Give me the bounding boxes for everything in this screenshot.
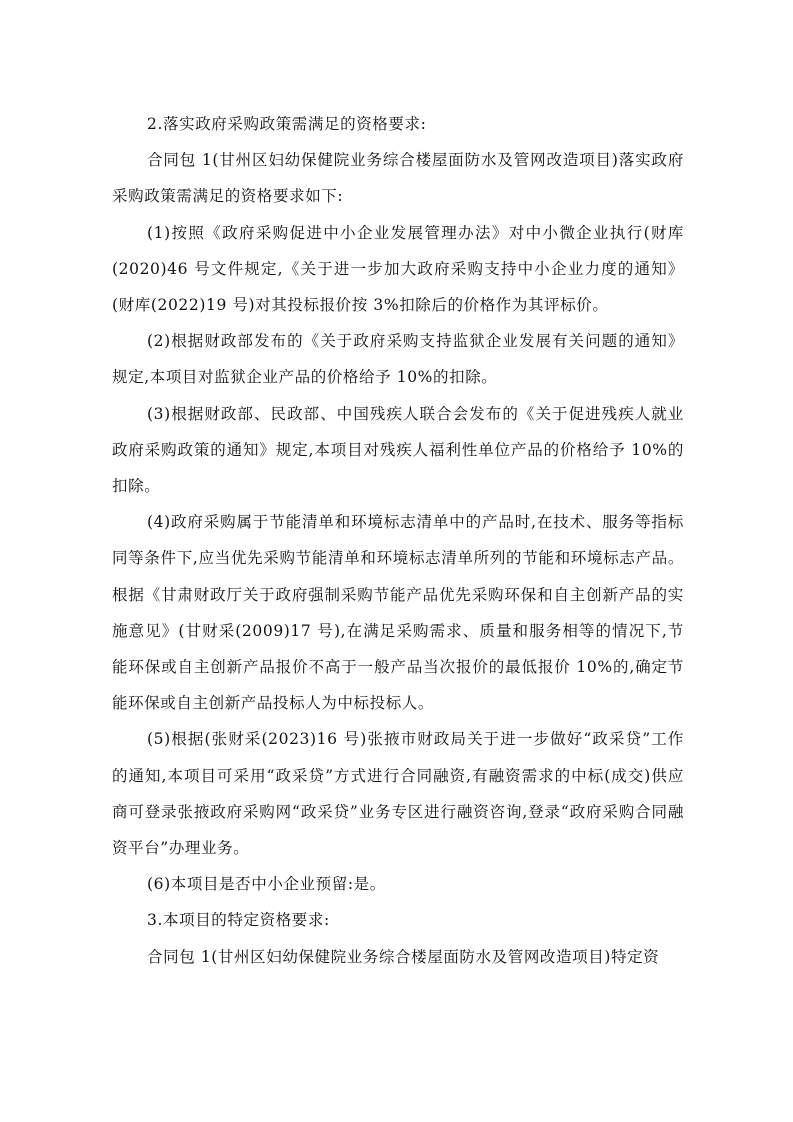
section-heading-policy-requirements: 2.落实政府采购政策需满足的资格要求: (147, 115, 427, 133)
paragraph-item-5-procurement-loan: (5)根据(张财采(2023)16 号)张掖市财政局关于进一步做好“政采贷”工作的通知,本项目可采用“政采贷”方式进行合同融资,有融资需求的中标(成交)供应商可登录张掖政府采购网“政采贷”业务专区进行融资咨询,登录“政府采购合同融资平台”办理业务。 (112, 730, 684, 858)
paragraph-contract-package-policy-intro: 合同包 1(甘州区妇幼保健院业务综合楼屋面防水及管网改造项目)落实政府采购政策需满足的资格要求如下: (112, 151, 684, 206)
paragraph-contract-package-specific-intro: 合同包 1(甘州区妇幼保健院业务综合楼屋面防水及管网改造项目)特定资 (147, 947, 660, 966)
document-body (112, 106, 684, 975)
paragraph-item-3-disabled-welfare: (3)根据财政部、民政部、中国残疾人联合会发布的《关于促进残疾人就业政府采购政策的通知》规定,本项目对残疾人福利性单位产品的价格给予 10%的扣除。 (112, 404, 684, 496)
paragraph-item-6-sme-reservation: (6)本项目是否中小企业预留:是。 (147, 875, 386, 894)
paragraph-item-4-energy-saving: (4)政府采购属于节能清单和环境标志清单中的产品时,在技术、服务等指标同等条件下,应当优先采购节能清单和环境标志清单所列的节能和环境标志产品。根据《甘肃财政厅关于政府强制采购节能产品优先采购环保和自主创新产品的实施意见》(甘财采(2009)17 号),在满足采购需求、质量和服务相等的情况下,节能环保或自主创新产品报价不高于一般产品当次报价的最低报价 10%的,确定节能环保或自主创新产品投标人为中标投标人。 (112, 513, 684, 713)
section-heading-specific-requirements: 3.本项目的特定资格要求: (147, 911, 330, 930)
paragraph-item-2-prison-enterprise: (2)根据财政部发布的《关于政府采购支持监狱企业发展有关问题的通知》规定,本项目对监狱企业产品的价格给予 10%的扣除。 (112, 332, 684, 387)
paragraph-item-1-sme-discount: (1)按照《政府采购促进中小企业发展管理办法》对中小微企业执行(财库(2020)46 号文件规定,《关于进一步加大政府采购支持中小企业力度的通知》(财库(2022)19 号)对其投标报价按 3%扣除后的价格作为其评标价。 (112, 223, 684, 315)
